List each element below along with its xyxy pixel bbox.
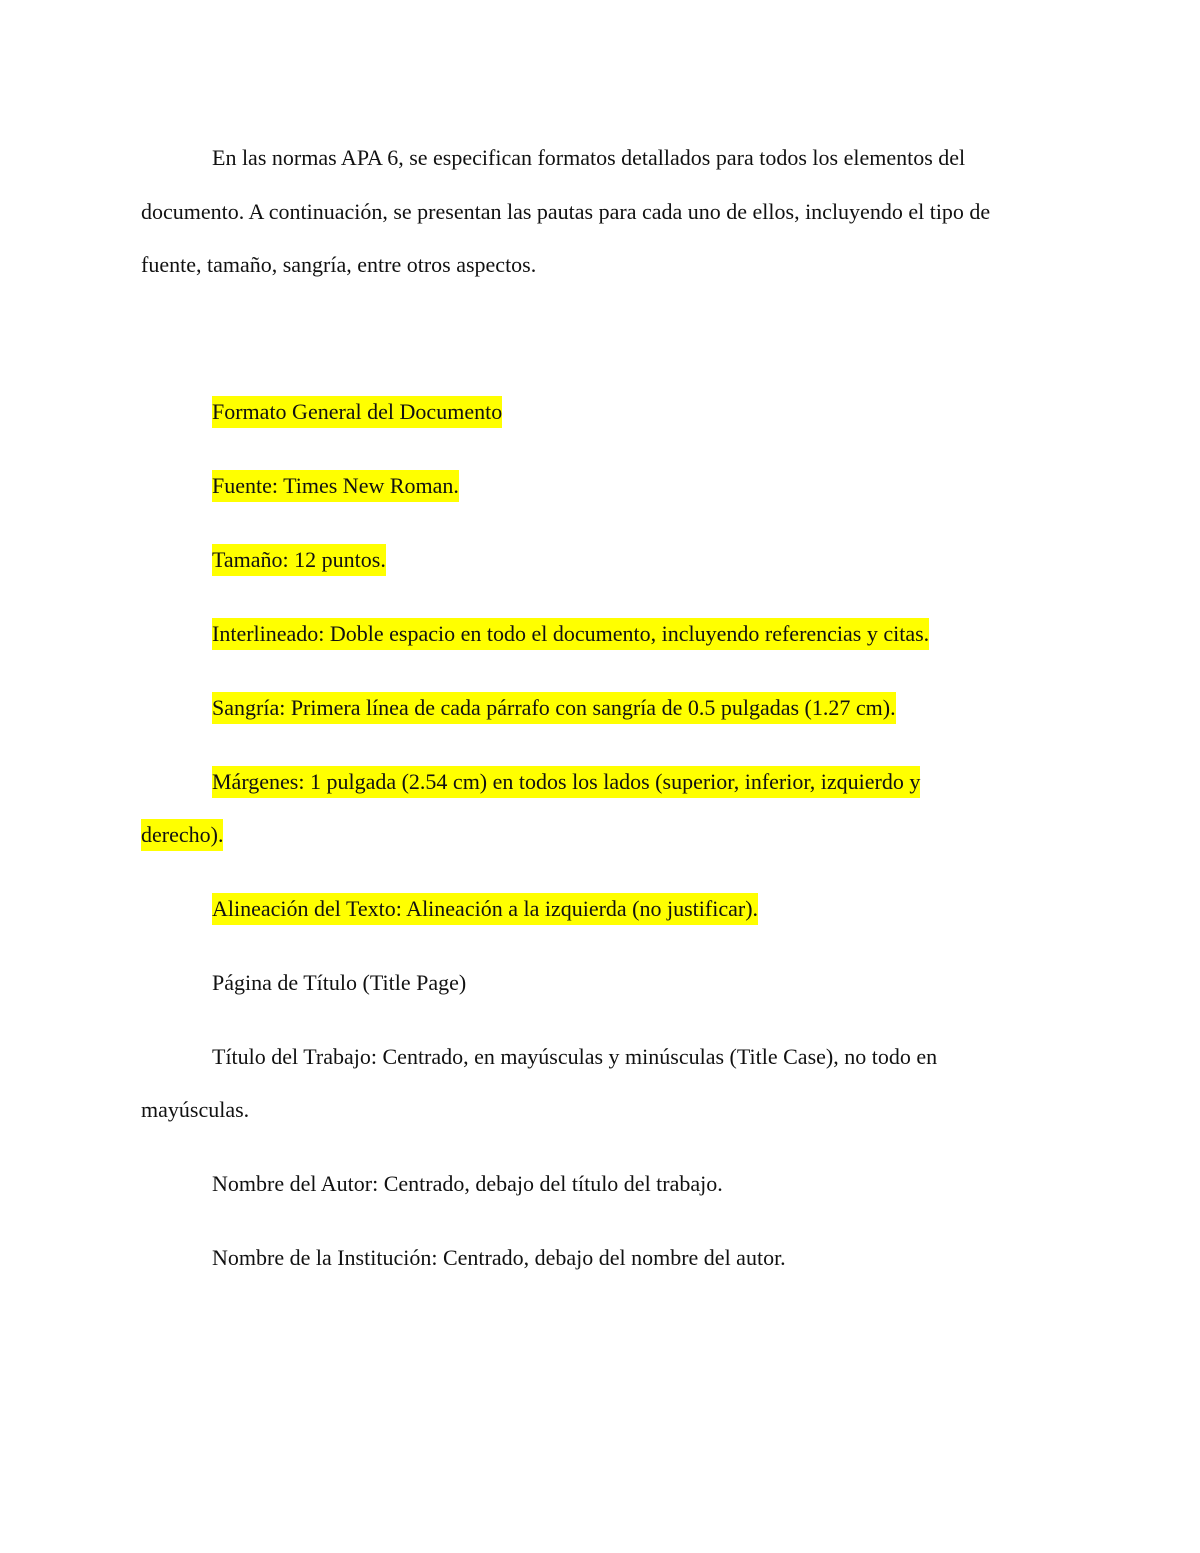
highlighted-heading: Formato General del Documento [212, 396, 502, 428]
pagina-titulo-heading [212, 971, 466, 995]
fuente-item [212, 474, 459, 498]
highlighted-margenes-1: Márgenes: 1 pulgada (2.54 cm) en todos los lados (superior, inferior, izquierdo y [212, 766, 920, 798]
highlighted-sangria: Sangría: Primera línea de cada párrafo con sangría de 0.5 pulgadas (1.27 cm). [212, 692, 896, 724]
sangria-item [212, 696, 896, 720]
intro-line-1 [212, 146, 965, 170]
autor-text: Nombre del Autor: Centrado, debajo del título del trabajo. [212, 1171, 723, 1196]
titulo-item-line-1 [212, 1045, 937, 1069]
tamano-item [212, 548, 386, 572]
highlighted-fuente: Fuente: Times New Roman. [212, 470, 459, 502]
alineacion-item [212, 897, 758, 921]
highlighted-alineacion: Alineación del Texto: Alineación a la izquierda (no justificar). [212, 893, 758, 925]
titulo-text-1: Título del Trabajo: Centrado, en mayúsculas y minúsculas (Title Case), no todo en [212, 1044, 938, 1069]
margenes-item-line-1 [212, 770, 920, 794]
titulo-text-2: mayúsculas. [141, 1097, 250, 1122]
highlighted-margenes-2: derecho). [141, 819, 223, 851]
intro-text-3: fuente, tamaño, sangría, entre otros aspectos. [141, 252, 537, 277]
intro-line-3 [141, 253, 536, 277]
intro-line-2 [141, 200, 990, 224]
highlighted-interlineado: Interlineado: Doble espacio en todo el documento, incluyendo referencias y citas. [212, 618, 929, 650]
institucion-text: Nombre de la Institución: Centrado, debajo del nombre del autor. [212, 1245, 786, 1270]
highlighted-tamano: Tamaño: 12 puntos. [212, 544, 386, 576]
institucion-item [212, 1246, 786, 1270]
autor-item [212, 1172, 723, 1196]
intro-text-1: En las normas APA 6, se especifican formatos detallados para todos los elementos del [212, 145, 966, 170]
intro-text-2: documento. A continuación, se presentan las pautas para cada uno de ellos, incluyendo el tipo de [141, 199, 991, 224]
formato-general-heading [212, 400, 502, 424]
titulo-item-line-2 [141, 1098, 249, 1122]
margenes-item-line-2 [141, 823, 223, 847]
pagina-titulo-text: Página de Título (Title Page) [212, 970, 467, 995]
interlineado-item [212, 622, 929, 646]
